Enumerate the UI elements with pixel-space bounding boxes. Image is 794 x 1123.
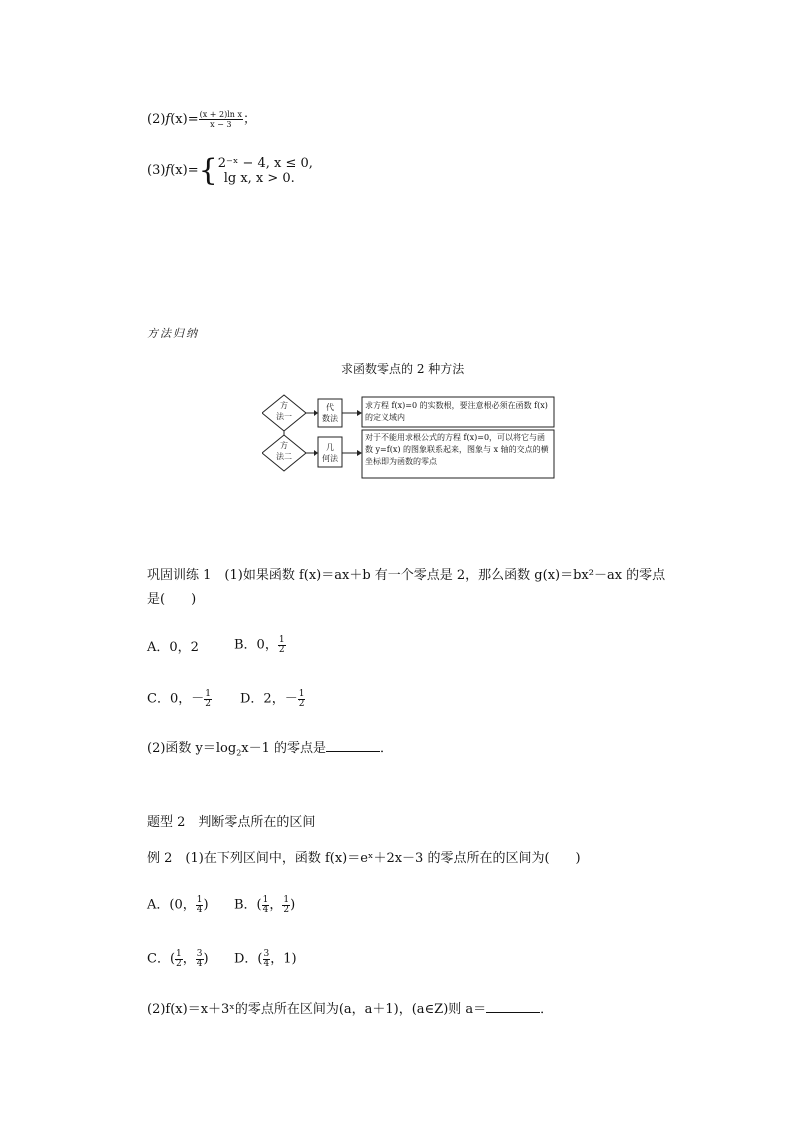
fraction-numerator: 1 <box>205 689 211 699</box>
log-base: 2 <box>236 748 242 758</box>
fraction-numerator: 1 <box>196 895 203 905</box>
option-b-fraction <box>278 636 286 655</box>
q3-prefix: (3) <box>147 163 166 178</box>
fraction-numerator: 1 <box>176 949 182 959</box>
question-3-function <box>147 153 313 188</box>
option-b-prefix: B．0， <box>234 637 278 653</box>
option-b-prefix: B．( <box>234 897 262 913</box>
option-a-prefix: A．(0， <box>147 897 196 913</box>
practice-option-a: A．0，2 <box>147 640 199 655</box>
q2-text-before: (2)函数 y＝log <box>147 741 237 756</box>
method2-name: 几 何法 <box>322 443 338 463</box>
option-c-separator: ， <box>182 951 196 967</box>
fraction-denominator: 2 <box>278 645 285 655</box>
case-2: lg x, x > 0. <box>223 171 295 186</box>
practice-1-line1: 巩固训练 1 (1)如果函数 f(x)＝ax＋b 有一个零点是 2，那么函数 g(x)＝bx²－ax 的零点 <box>147 568 666 583</box>
method-summary-heading: 方法归纳 <box>147 327 199 340</box>
method1-description: 求方程 f(x)=0 的实数根，要注意根必须在函数 f(x) 的定义域内 <box>365 401 548 422</box>
option-c-prefix: C．( <box>147 951 176 967</box>
option-c-fraction-1 <box>175 950 183 969</box>
fraction-numerator: 3 <box>263 949 270 959</box>
answer-blank[interactable] <box>486 1000 540 1013</box>
option-d-prefix: D．( <box>234 951 263 967</box>
option-b-suffix: ) <box>290 897 296 913</box>
practice-question-2 <box>147 739 393 762</box>
example-option-d <box>234 950 297 969</box>
fraction-denominator: 2 <box>298 699 305 709</box>
practice-option-d <box>240 690 305 709</box>
left-brace: { <box>198 153 218 188</box>
method1-label: 方 法一 <box>276 401 292 421</box>
example-option-b <box>234 896 295 915</box>
q3-fname: f <box>165 163 171 178</box>
fraction-denominator: 4 <box>263 959 270 969</box>
fraction-numerator: 3 <box>196 949 203 959</box>
example-option-c <box>147 950 209 969</box>
q2-fname: f <box>165 112 171 127</box>
diagram-title: 求函数零点的 2 种方法 <box>341 362 465 376</box>
q2-suffix: ； <box>243 112 257 127</box>
example-q2-text: (2)f(x)＝x＋3ˣ的零点所在区间为(a，a＋1)，(a∈Z)则 a＝ <box>147 1002 487 1017</box>
fraction-numerator: 1 <box>278 635 285 645</box>
option-c-suffix: ) <box>203 951 209 967</box>
fraction-denominator: 2 <box>283 905 290 915</box>
fraction-denominator: 2 <box>205 699 211 709</box>
q2-arg: (x)= <box>170 112 199 127</box>
example-q2-end: ． <box>540 1002 554 1017</box>
option-d-fraction <box>298 690 306 709</box>
practice-option-c <box>147 690 212 709</box>
method1-name: 代 数法 <box>322 403 338 423</box>
method2-description: 对于不能用求根公式的方程 f(x)=0，可以将它与函数 y=f(x) 的图象联系起来，图象与 x 轴的交点的横坐标即为函数的零点 <box>365 433 549 466</box>
option-c-fraction <box>204 690 212 709</box>
q3-arg: (x)= <box>170 163 199 178</box>
q2-numerator: (x + 2)ln x <box>199 110 243 119</box>
q2-end: ． <box>380 741 394 756</box>
fraction-numerator: 1 <box>262 895 269 905</box>
example-question-2 <box>147 1000 553 1018</box>
fraction-numerator: 1 <box>298 689 305 699</box>
example-option-a <box>147 896 209 915</box>
q2-fraction <box>199 110 243 129</box>
option-c-prefix: C．0，－ <box>147 691 205 707</box>
option-a-suffix: ) <box>203 897 209 913</box>
option-c-fraction-2 <box>196 950 204 969</box>
option-d-prefix: D．2，－ <box>240 691 298 707</box>
practice-option-b <box>234 636 286 655</box>
question-2-function <box>147 110 256 129</box>
option-b-separator: ， <box>269 897 283 913</box>
piecewise-cases <box>218 156 313 186</box>
type-2-heading: 题型 2 判断零点所在的区间 <box>147 815 316 830</box>
q2-text-after: x－1 的零点是 <box>241 741 327 756</box>
case-1: 2⁻ˣ − 4, x ≤ 0, <box>217 156 313 171</box>
answer-blank[interactable] <box>326 739 380 752</box>
example-2-line: 例 2 (1)在下列区间中，函数 f(x)＝eˣ＋2x－3 的零点所在的区间为( ) <box>147 851 581 866</box>
fraction-denominator: 4 <box>196 959 203 969</box>
method2-label: 方 法二 <box>276 441 292 461</box>
fraction-denominator: 2 <box>176 959 182 969</box>
fraction-denominator: 4 <box>196 905 203 915</box>
q2-denominator: x − 3 <box>210 120 232 129</box>
option-b-fraction-2 <box>282 896 290 915</box>
option-d-suffix: ，1) <box>270 951 297 967</box>
fraction-numerator: 1 <box>283 895 290 905</box>
q2-prefix: (2) <box>147 112 166 127</box>
practice-1-line2: 是( ) <box>147 592 197 607</box>
fraction-denominator: 4 <box>262 905 269 915</box>
